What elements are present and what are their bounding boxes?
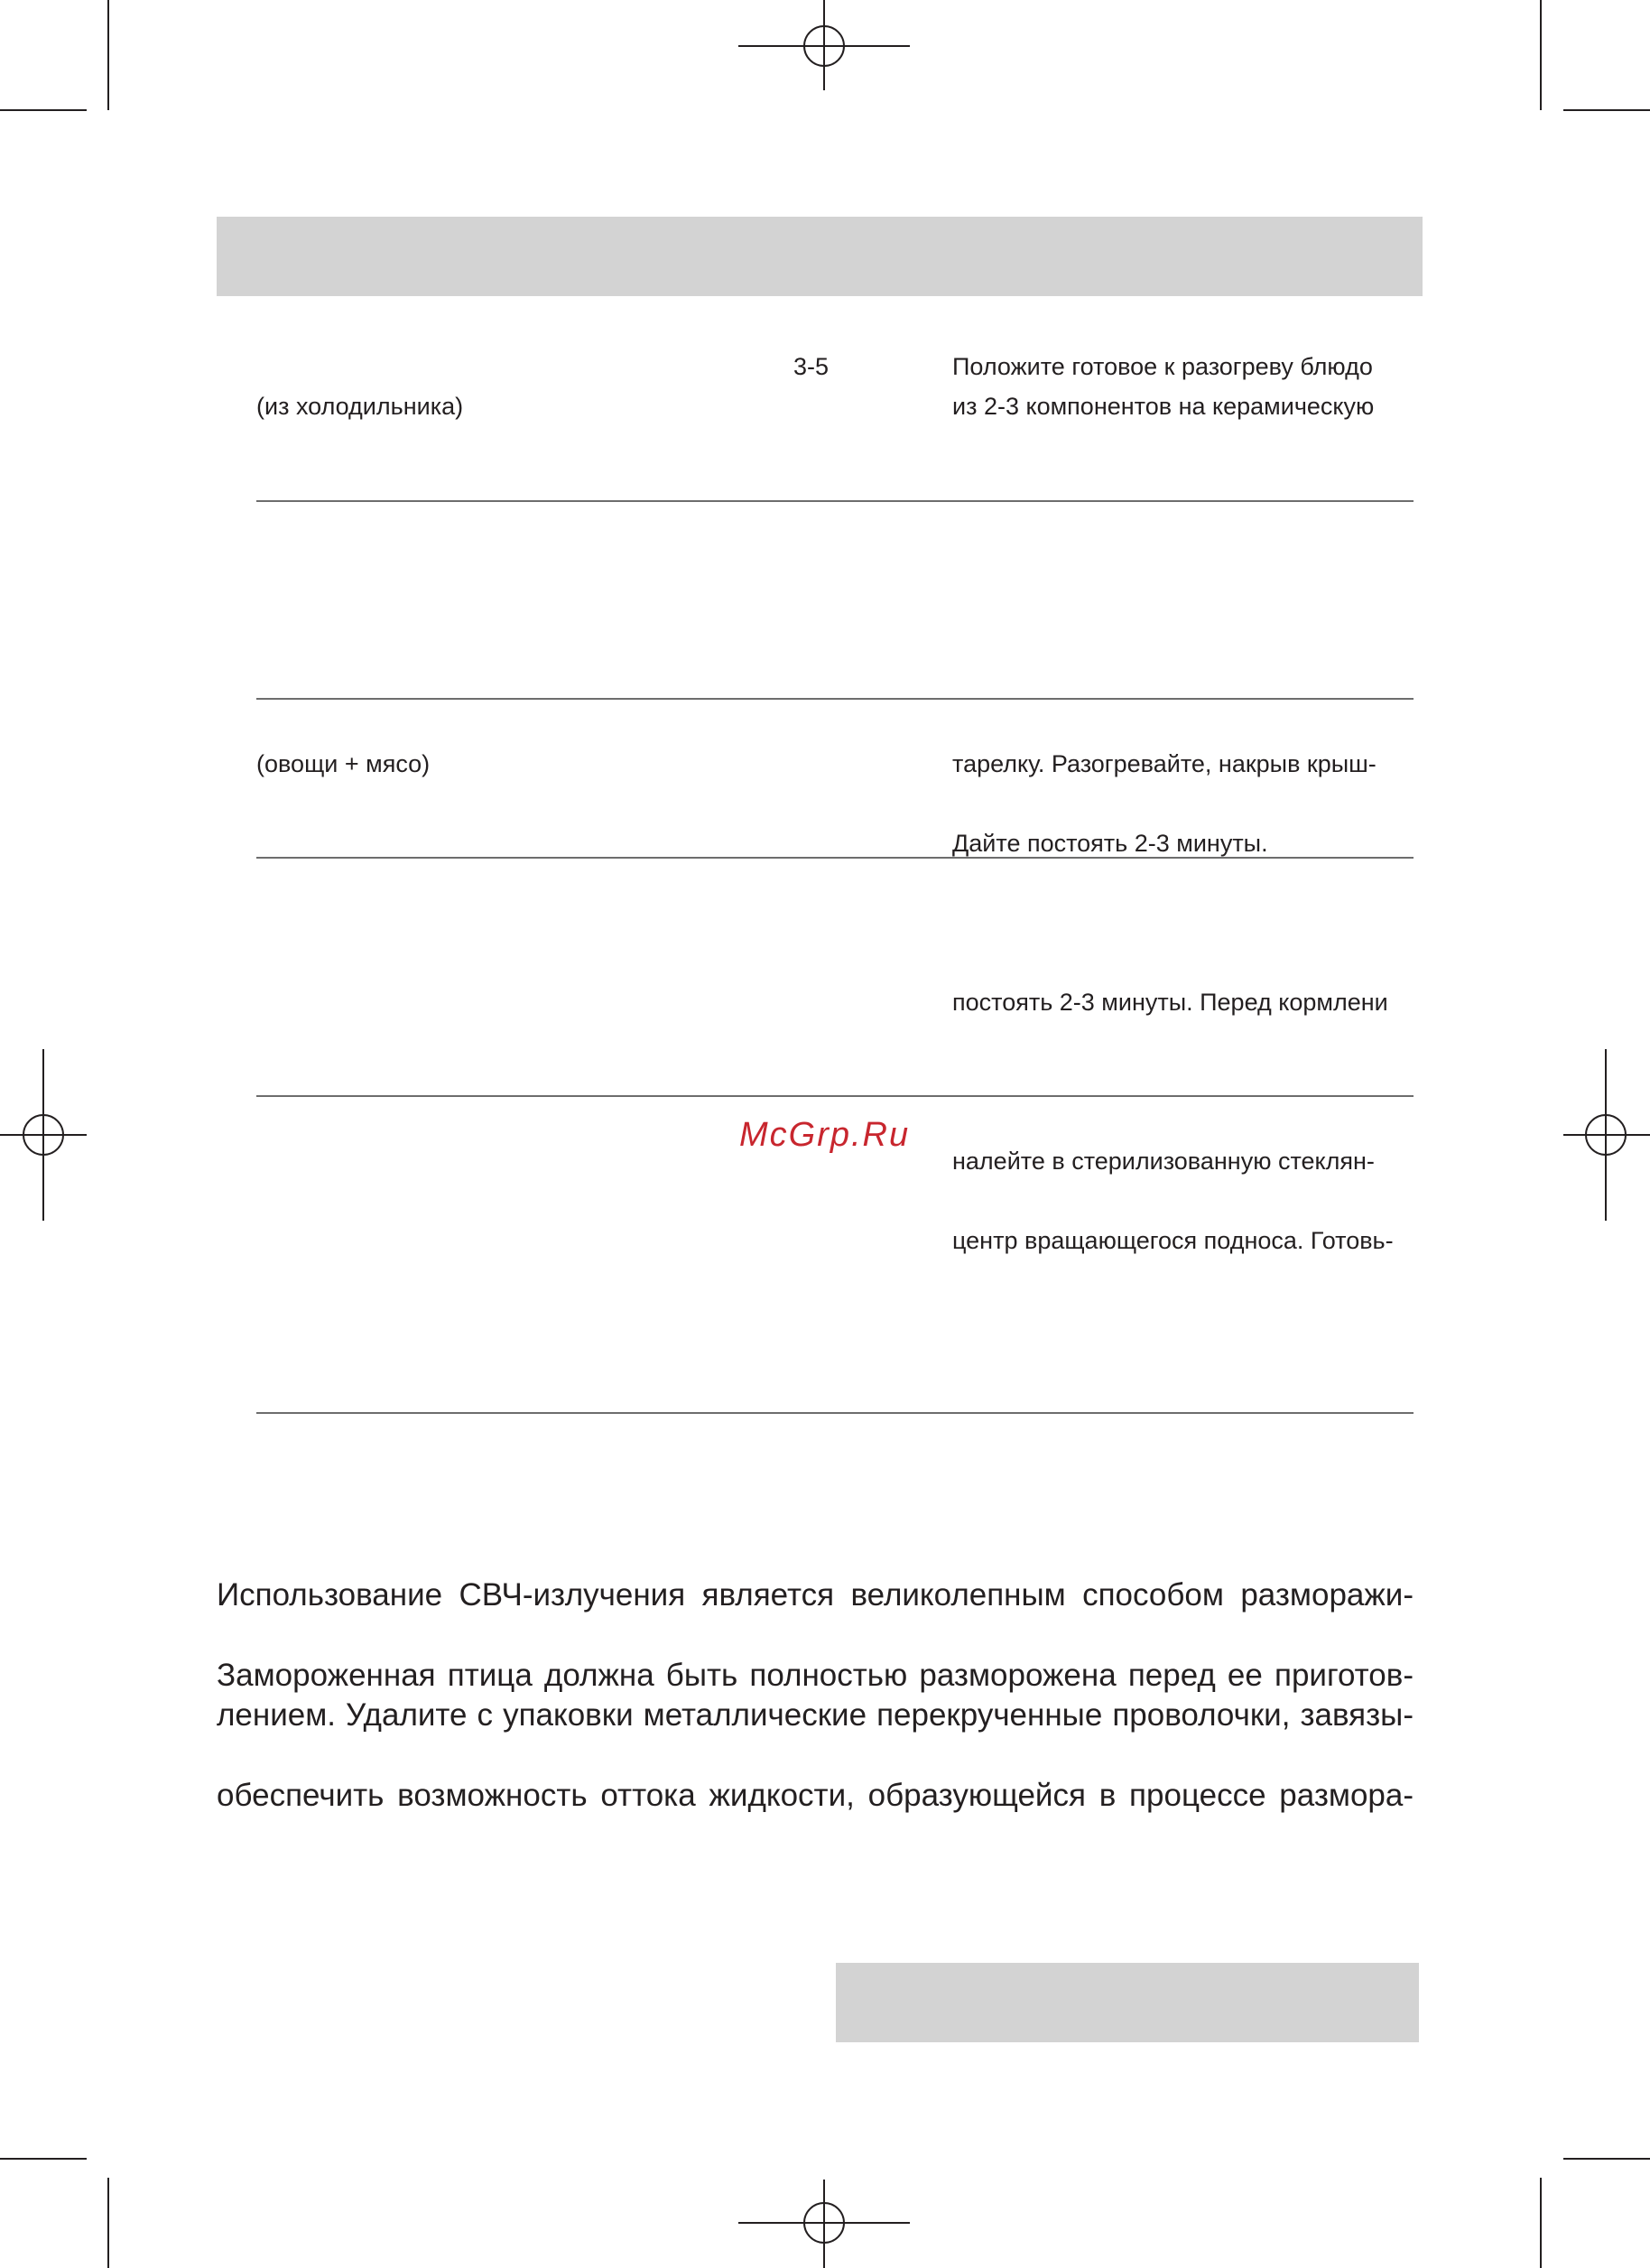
table-rule [256,1412,1414,1414]
paragraph-line: обеспечить возможность оттока жидкости, образующейся в процессе размора- [217,1778,1414,1813]
paragraph-line: лением. Удалите с упаковки металлические перекрученные проволочки, завязы- [217,1697,1414,1733]
table-rule [256,857,1414,859]
footer-band [836,1963,1419,2042]
table-rule [256,500,1414,502]
table-row-2-col3-line1: тарелку. Разогревайте, накрыв крыш- [952,750,1377,777]
paragraph-line: Использование СВЧ-излучения является великолепным способом разморажи- [217,1577,1414,1613]
table-row-4-col3-line2: центр вращающегося подноса. Готовь- [952,1227,1394,1254]
watermark-text: McGrp.Ru [739,1116,911,1154]
table-row-4-col3-line1: налейте в стерилизованную стеклян- [952,1148,1375,1175]
table-rule [256,1095,1414,1097]
table-rule [256,698,1414,700]
table-row-2-col3-line2: Дайте постоять 2-3 минуты. [952,830,1268,857]
table-row-1-col3-line1: Положите готовое к разогреву блюдо [952,353,1373,380]
table-row-1-col3-line2: из 2-3 компонентов на керамическую [952,393,1375,420]
paragraph-line: Замороженная птица должна быть полностью разморожена перед ее приготов- [217,1658,1414,1693]
table-row-1-col2: 3-5 [793,353,830,380]
table-row-3-col3-line1: постоять 2-3 минуты. Перед кормлени [952,989,1388,1016]
table-header-band [217,217,1423,296]
table-row-2-col1: (овощи + мясо) [256,750,431,777]
table-row-1-col1: (из холодильника) [256,393,464,420]
